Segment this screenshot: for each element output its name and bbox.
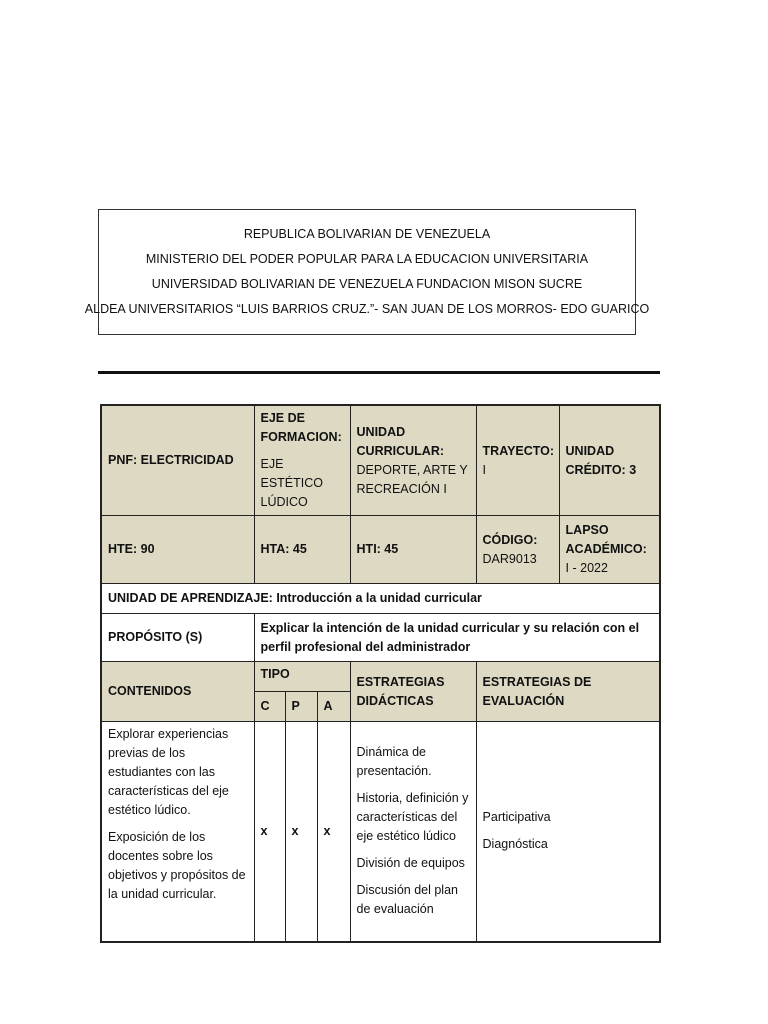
unidad-value: DEPORTE, ARTE Y RECREACIÓN I	[356, 462, 468, 496]
cell-eje	[254, 405, 350, 516]
institution-header	[84, 209, 650, 335]
table-row-unidad-aprendizaje	[101, 584, 660, 614]
cell-mark-a: x	[317, 722, 350, 942]
cell-unidad-curricular	[350, 405, 476, 516]
header-tipo-p: P	[285, 692, 317, 722]
cell-lapso	[559, 516, 660, 584]
cell-unidad-aprendizaje	[101, 584, 660, 614]
table-row-general-info	[101, 405, 660, 516]
didactica-item: Dinámica de presentación.	[356, 745, 432, 779]
codigo-value: DAR9013	[482, 551, 537, 566]
lapso-value: I - 2022	[565, 561, 608, 575]
lapso-label: LAPSO ACADÉMICO:	[565, 523, 647, 556]
table-row-hours	[101, 516, 660, 584]
cell-codigo	[476, 516, 559, 584]
cell-proposito-value: Explicar la intención de la unidad curricular y su relación con el perfil profesional del administrador	[254, 614, 660, 662]
eje-label: EJE DE FORMACION:	[260, 411, 342, 444]
cell-hta: HTA: 45	[254, 516, 350, 584]
evaluacion-item: Diagnóstica	[482, 837, 548, 852]
didactica-item: División de equipos	[356, 856, 465, 871]
curricular-plan-table	[100, 404, 661, 943]
credito-label: UNIDAD CRÉDITO:	[565, 443, 626, 477]
cell-credito	[559, 405, 660, 516]
contenido-item: Exposición de los docentes sobre los objetivos y propósitos de la unidad curricular.	[108, 830, 246, 901]
trayecto-label: TRAYECTO:	[482, 443, 555, 458]
header-estrategias-evaluacion: ESTRATEGIAS DE EVALUACIÓN	[476, 662, 660, 722]
table-row-proposito	[101, 614, 660, 662]
cell-didacticas	[350, 722, 476, 942]
codigo-label: CÓDIGO:	[482, 532, 538, 547]
header-line-university: UNIVERSIDAD BOLIVARIAN DE VENEZUELA FUNDACION MISON SUCRE	[151, 277, 583, 291]
section-divider	[98, 371, 660, 374]
header-tipo: TIPO	[254, 662, 350, 692]
credito-value: 3	[629, 462, 637, 477]
didactica-item: Discusión del plan de evaluación	[356, 883, 458, 917]
trayecto-value: I	[482, 462, 487, 477]
evaluacion-item: Participativa	[482, 810, 551, 825]
pnf-text: PNF: ELECTRICIDAD	[108, 453, 234, 467]
unidad-aprendizaje-label: UNIDAD DE APRENDIZAJE:	[108, 591, 273, 605]
cell-hti: HTI: 45	[350, 516, 476, 584]
header-tipo-a: A	[317, 692, 350, 722]
header-line-ministry: MINISTERIO DEL PODER POPULAR PARA LA EDUCACION UNIVERSITARIA	[145, 252, 589, 266]
header-line-republic: REPUBLICA BOLIVARIAN DE VENEZUELA	[243, 227, 491, 241]
header-estrategias-didacticas: ESTRATEGIAS DIDÁCTICAS	[350, 662, 476, 722]
cell-mark-c: x	[254, 722, 285, 942]
cell-contenidos	[101, 722, 254, 942]
header-contenidos: CONTENIDOS	[101, 662, 254, 722]
header-tipo-c: C	[254, 692, 285, 722]
contenido-item: Explorar experiencias previas de los estudiantes con las características del eje estético lúdico.	[108, 727, 229, 817]
unidad-aprendizaje-value: Introducción a la unidad curricular	[276, 591, 482, 605]
header-line-aldea: ALDEA UNIVERSITARIOS “LUIS BARRIOS CRUZ.”- SAN JUAN DE LOS MORROS- EDO GUARICO	[84, 302, 650, 316]
unidad-label: UNIDAD CURRICULAR:	[356, 424, 445, 458]
cell-hte: HTE: 90	[101, 516, 254, 584]
cell-mark-p: x	[285, 722, 317, 942]
table-row-content	[101, 722, 660, 942]
table-row-column-headers	[101, 662, 660, 692]
didactica-item: Historia, definición y características del eje estético lúdico	[356, 791, 469, 844]
cell-trayecto	[476, 405, 559, 516]
cell-proposito-label: PROPÓSITO (S)	[101, 614, 254, 662]
cell-evaluacion	[476, 722, 660, 942]
cell-pnf	[101, 405, 254, 516]
eje-value: EJE ESTÉTICO LÚDICO	[260, 457, 324, 509]
